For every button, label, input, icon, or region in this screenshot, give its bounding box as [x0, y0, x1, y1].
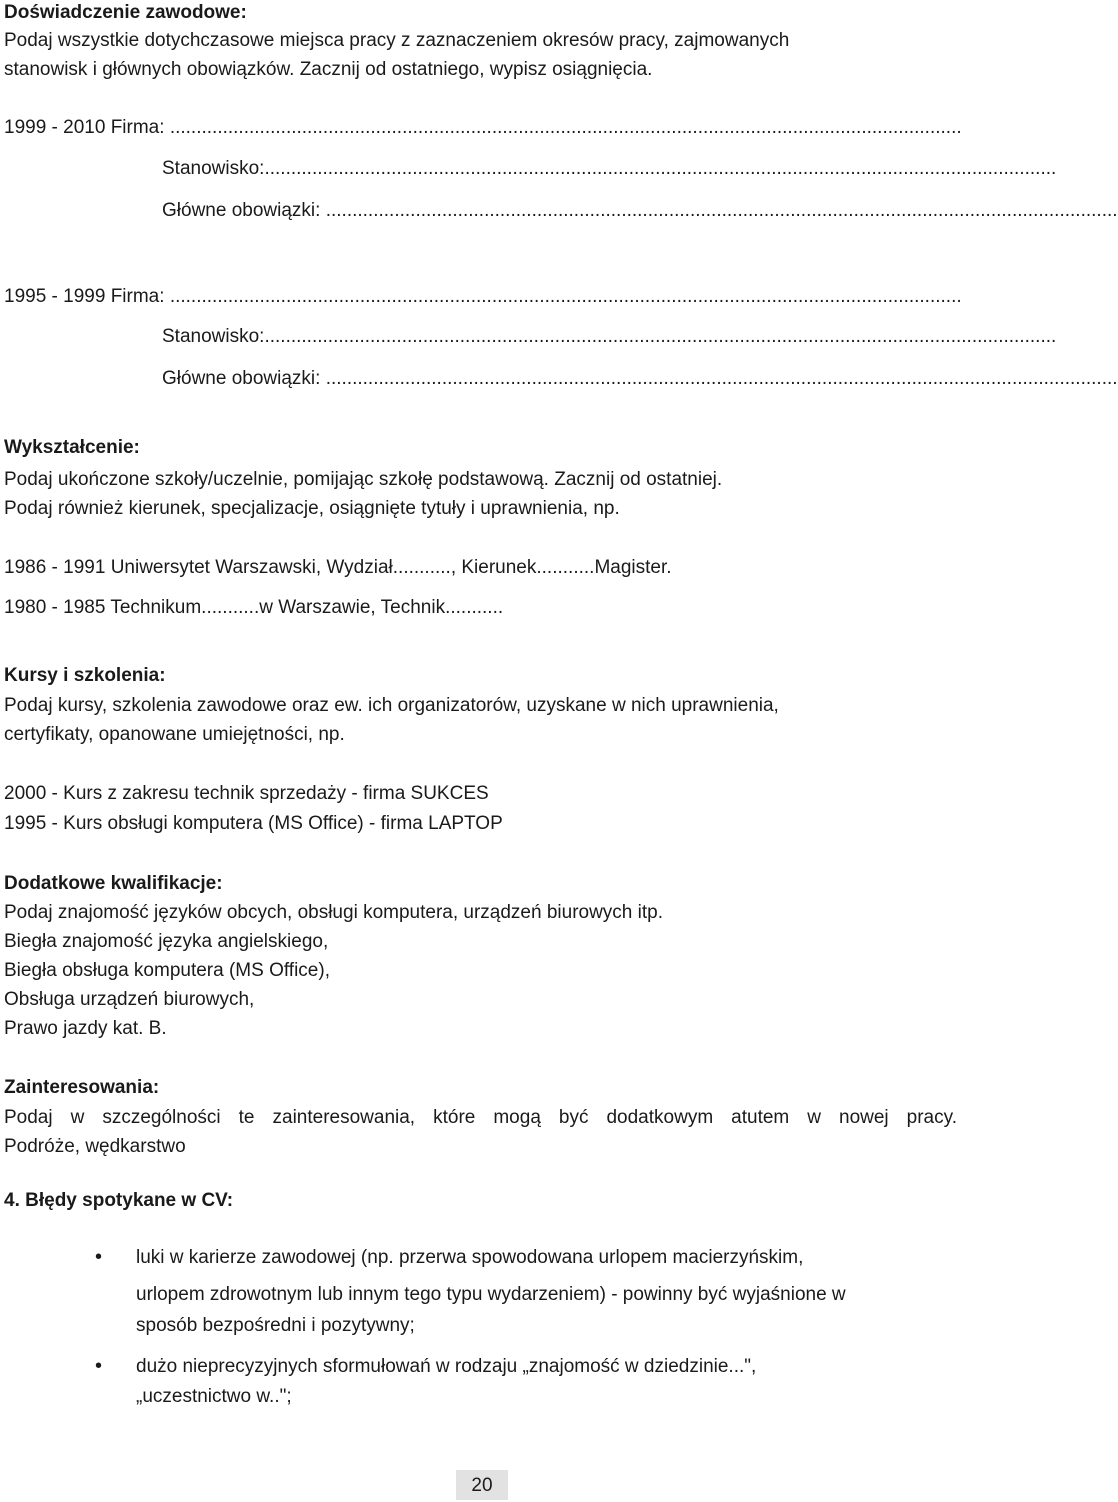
interests-desc: Podaj w szczególności te zainteresowania, które mogą być dodatkowym atutem w nowej pracy. [4, 1107, 957, 1128]
entry-1-duties: Główne obowiązki: ...................................................................................................................................................... [162, 200, 1118, 221]
bullet-icon: • [95, 1355, 103, 1377]
courses-line-2: 1995 - Kurs obsługi komputera (MS Office) - firma LAPTOP [4, 813, 503, 834]
interests-heading: Zainteresowania: [4, 1077, 160, 1098]
courses-line-1: 2000 - Kurs z zakresu technik sprzedaży - firma SUKCES [4, 783, 489, 804]
education-desc-2: Podaj również kierunek, specjalizacje, osiągnięte tytuły i uprawnienia, np. [4, 498, 620, 519]
experience-desc-1: Podaj wszystkie dotychczasowe miejsca pracy z zaznaczeniem okresów pracy, zajmowanych [4, 30, 790, 51]
entry-1-firm: 1999 - 2010 Firma: ...................................................................................................................................................... [4, 117, 962, 138]
interests-line: Podróże, wędkarstwo [4, 1136, 186, 1157]
bullet-icon: • [95, 1246, 103, 1268]
qualifications-heading: Dodatkowe kwalifikacje: [4, 873, 223, 894]
qualification-item: Biegła obsługa komputera (MS Office), [4, 960, 330, 981]
education-line-1: 1986 - 1991 Uniwersytet Warszawski, Wydział..........., Kierunek...........Magister. [4, 557, 672, 578]
entry-2-duties: Główne obowiązki: ...................................................................................................................................................... [162, 368, 1118, 389]
qualifications-desc: Podaj znajomość języków obcych, obsługi komputera, urządzeń biurowych itp. [4, 902, 663, 923]
courses-heading: Kursy i szkolenia: [4, 665, 166, 686]
education-desc-1: Podaj ukończone szkoły/uczelnie, pomijając szkołę podstawową. Zacznij od ostatniej. [4, 469, 723, 490]
bullet-1-line-2: urlopem zdrowotnym lub innym tego typu wydarzeniem) - powinny być wyjaśnione w [136, 1284, 846, 1305]
entry-2-firm: 1995 - 1999 Firma: ...................................................................................................................................................... [4, 286, 962, 307]
experience-heading: Doświadczenie zawodowe: [4, 2, 247, 23]
bullet-1-line-3: sposób bezpośredni i pozytywny; [136, 1315, 415, 1336]
courses-desc-2: certyfikaty, opanowane umiejętności, np. [4, 724, 345, 745]
bullet-2-line-1: dużo nieprecyzyjnych sformułowań w rodzaju „znajomość w dziedzinie...", [136, 1356, 757, 1377]
entry-1-position: Stanowisko:...................................................................................................................................................... [162, 158, 1057, 179]
courses-desc-1: Podaj kursy, szkolenia zawodowe oraz ew. ich organizatorów, uzyskane w nich uprawnienia, [4, 695, 779, 716]
bullet-1-line-1: luki w karierze zawodowej (np. przerwa spowodowana urlopem macierzyńskim, [136, 1247, 804, 1268]
qualification-item: Prawo jazdy kat. B. [4, 1018, 167, 1039]
errors-heading: 4. Błędy spotykane w CV: [4, 1190, 234, 1211]
bullet-2-line-2: „uczestnictwo w.."; [136, 1386, 292, 1407]
education-heading: Wykształcenie: [4, 437, 140, 458]
qualification-item: Obsługa urządzeń biurowych, [4, 989, 255, 1010]
education-line-2: 1980 - 1985 Technikum...........w Warszawie, Technik........... [4, 597, 504, 618]
experience-desc-2: stanowisk i głównych obowiązków. Zacznij od ostatniego, wypisz osiągnięcia. [4, 59, 653, 80]
entry-2-position: Stanowisko:...................................................................................................................................................... [162, 326, 1057, 347]
page-number: 20 [456, 1470, 508, 1500]
qualification-item: Biegła znajomość języka angielskiego, [4, 931, 329, 952]
